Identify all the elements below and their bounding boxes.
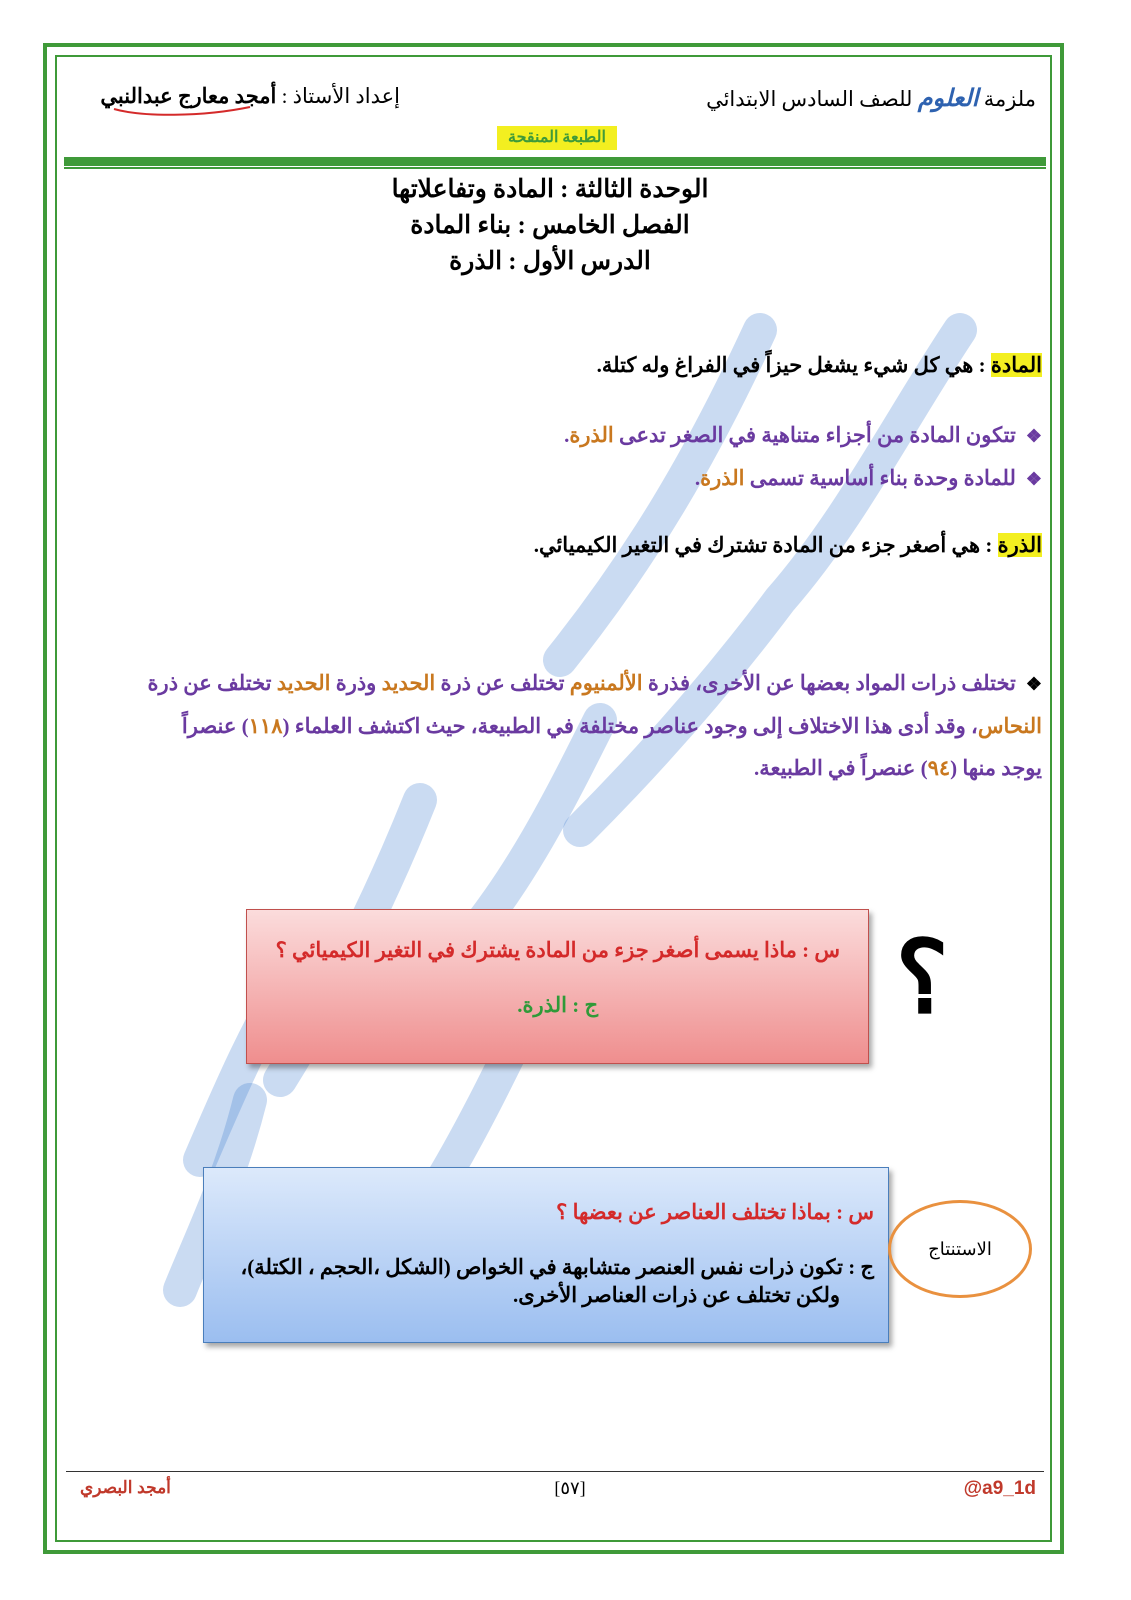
- question-mark-icon: ؟: [895, 918, 949, 1036]
- term-iron: الحديد: [276, 671, 331, 695]
- author-name: أمجد معارج عبدالنبي: [100, 84, 277, 108]
- number-94: ٩٤: [927, 756, 951, 780]
- subject-name: العلوم: [917, 86, 979, 112]
- term-iron: الحديد: [381, 671, 436, 695]
- atom-def: : هي أصغر جزء من المادة تشترك في التغير الكيميائي.: [533, 533, 998, 557]
- chapter-title: الفصل الخامس : بناء المادة: [410, 212, 690, 239]
- question-box-elements: [203, 1167, 889, 1343]
- elements-paragraph: ❖تختلف ذرات المواد بعضها عن الأخرى، فذرة الألمنيوم تختلف عن ذرة الحديد وذرة الحديد تختلف عن ذرة النحاس، وقد أدى هذا الاختلاف إلى وجود عناصر مختلفة في الطبيعة، حيث اكتشف العلماء (١١٨) عنصراً يوجد منها (٩٤) عنصراً في الطبيعة.: [147, 671, 1042, 780]
- unit-title: الوحدة الثالثة : المادة وتفاعلاتها: [391, 176, 709, 203]
- signature-flourish-icon: [112, 105, 252, 117]
- grade-label: للصف السادس الابتدائي: [706, 87, 918, 111]
- diamond-bullet-icon: ❖: [1025, 674, 1042, 694]
- booklet-title: [636, 84, 1036, 113]
- matter-term: المادة: [990, 353, 1042, 377]
- diamond-bullet-icon: ❖: [1025, 469, 1042, 489]
- bullet-item: ❖تتكون المادة من أجزاء متناهية في الصغر تدعى الذرة.: [564, 423, 1042, 447]
- question-box-atom: [246, 909, 869, 1064]
- edition-badge: الطبعة المنقحة: [497, 126, 617, 150]
- answer-line-2: ولكن تختلف عن ذرات العناصر الأخرى.: [513, 1283, 840, 1307]
- footer-handle: @a9_1d: [963, 1478, 1036, 1499]
- atom-definition: [534, 533, 1042, 558]
- bullet2-term: الذرة: [700, 466, 745, 490]
- conclusion-tag: الاستنتاج: [888, 1200, 1032, 1298]
- bullet2-text: للمادة وحدة بناء أساسية تسمى: [744, 466, 1016, 490]
- matter-def: : هي كل شيء يشغل حيزاً في الفراغ وله كتلة.: [596, 353, 991, 377]
- diamond-bullet-icon: ❖: [1025, 426, 1042, 446]
- term-copper: النحاس: [977, 714, 1042, 738]
- bullet-item: ❖للمادة وحدة بناء أساسية تسمى الذرة.: [694, 466, 1042, 490]
- footer-divider: [66, 1471, 1044, 1472]
- question-text: س : ماذا يسمى أصغر جزء من المادة يشترك في التغير الكيميائي ؟: [275, 938, 840, 962]
- lesson-titles: [200, 172, 900, 280]
- number-118: ١١٨: [248, 714, 283, 738]
- bullet1-term: الذرة: [569, 423, 614, 447]
- lesson-title: الدرس الأول : الذرة: [449, 248, 651, 275]
- bullet1-text: تتكون المادة من أجزاء متناهية في الصغر تدعى: [613, 423, 1016, 447]
- term-aluminium: الألمنيوم: [569, 671, 643, 695]
- question-text: س : بماذا تختلف العناصر عن بعضها ؟: [556, 1200, 874, 1224]
- author-label: إعداد الأستاذ :: [276, 84, 400, 108]
- header-divider-thin: [64, 167, 1046, 169]
- header-divider: [64, 157, 1046, 166]
- footer-author: أمجد البصري: [80, 1478, 171, 1497]
- answer-line-1: ج : تكون ذرات نفس العنصر متشابهة في الخواص (الشكل ،الحجم ، الكتلة)،: [240, 1255, 874, 1279]
- atom-term: الذرة: [997, 533, 1042, 557]
- matter-definition: [597, 353, 1042, 378]
- booklet-prefix: ملزمة: [978, 87, 1036, 111]
- page-number: [٥٧]: [554, 1478, 586, 1498]
- answer-text: ج : الذرة.: [517, 993, 598, 1017]
